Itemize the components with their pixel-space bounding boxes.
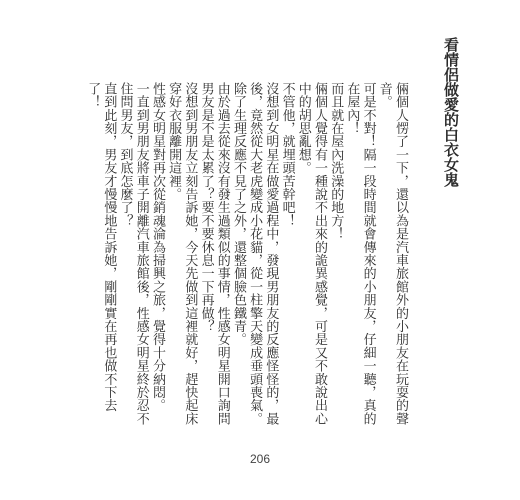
page-number: 206	[249, 452, 271, 466]
paragraph: 而且就在屋內洗澡的地方！	[328, 82, 344, 241]
body-text	[85, 82, 408, 434]
paragraph: 除了生理反應不見了之外，還整個臉色鐵青。	[230, 82, 246, 346]
paragraph: 不管他，就埋頭苦幹吧！	[279, 82, 295, 228]
paragraph: 倆個人愣了一下，還以為是汽車旅館外的小朋友在玩耍的聲音。	[376, 82, 408, 426]
paragraph: 沒想到女明星在做愛過程中，發現男朋友的反應怪怪的，最後，竟然從大老虎變成小花貓，從一柱擎天變成垂頭喪氣。	[247, 82, 279, 426]
paragraph: 直到此刻，男友才慢慢地告訴她，剛剛實在再也做不下去了！	[85, 82, 117, 412]
paragraph: 可是不對！隔一段時間就會傳來的小朋友，仔細一聽，真的在屋內！	[344, 82, 376, 426]
paragraph: 沒想到男朋友立刻告訴她，今天先做到這裡就好，趕快起床穿好衣服離開這裡。	[166, 82, 198, 426]
paragraph: 倆個人覺得有一種說不出來的詭異感覺，可是又不敢說出心中的胡思亂想。	[295, 82, 327, 426]
paragraph: 一直到男朋友將車子開離汽車旅館後，性感女明星終於忍不住問男友，到底怎麼了？	[117, 82, 149, 426]
paragraph: 由於過去從來沒有發生過類似的事情，性感女明星開口詢問男友是不是太累了？要不要休息一下再做？	[198, 82, 230, 426]
paragraph: 性感女明星對再次從銷魂淪為掃興之旅，覺得十分納悶。	[149, 82, 165, 412]
running-header-title: 看情侶做愛的白衣女鬼	[442, 37, 460, 187]
